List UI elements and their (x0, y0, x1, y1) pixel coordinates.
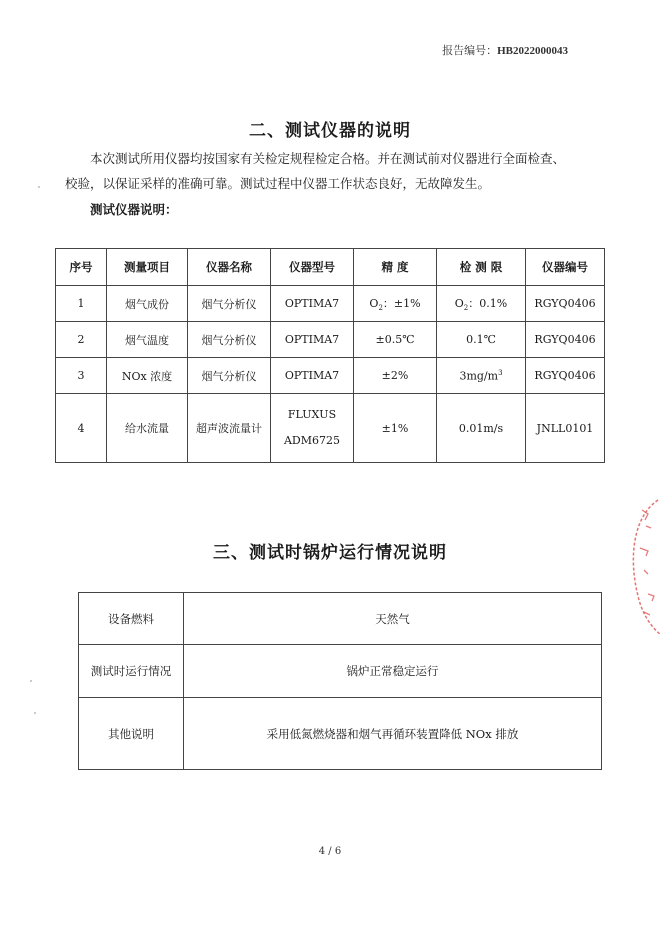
precision-prefix: O (369, 296, 379, 310)
header-item: 测量项目 (107, 249, 188, 286)
limit-prefix: 3mg/m (459, 369, 499, 383)
report-number-value: HB2022000043 (497, 45, 568, 57)
row-label: 测试时运行情况 (79, 645, 184, 698)
header-id: 仪器编号 (526, 249, 605, 286)
cell-id: RGYQ0406 (526, 322, 605, 358)
row-value: 锅炉正常稳定运行 (184, 645, 602, 698)
header-precision: 精 度 (354, 249, 437, 286)
limit-subscript: 2 (463, 304, 469, 313)
row-value: 采用低氮燃烧器和烟气再循环装置降低 NOx 排放 (184, 698, 602, 770)
scan-speck (30, 680, 32, 682)
cell-id: RGYQ0406 (526, 358, 605, 394)
row-label: 其他说明 (79, 698, 184, 770)
limit-prefix: O (454, 296, 464, 310)
table-row (56, 322, 605, 358)
header-no: 序号 (56, 249, 107, 286)
cell-precision (354, 286, 437, 322)
cell-limit (437, 358, 526, 394)
paragraph-line-1: 本次测试所用仪器均按国家有关检定规程检定合格。并在测试前对仪器进行全面检查、 (90, 151, 566, 166)
table-row (56, 358, 605, 394)
limit-suffix: ：0.1% (468, 296, 508, 310)
table-row (56, 286, 605, 322)
scan-speck (34, 712, 36, 714)
instrument-subheading: 测试仪器说明： (90, 202, 178, 217)
cell-name: 烟气分析仪 (188, 358, 271, 394)
precision-subscript: 2 (378, 304, 383, 313)
page-number: 4 / 6 (318, 846, 342, 857)
cell-item: 烟气温度 (107, 322, 188, 358)
model-line-1: FLUXUS (287, 408, 337, 421)
instrument-table (55, 248, 605, 463)
cell-id: RGYQ0406 (526, 286, 605, 322)
cell-model: OPTIMA7 (271, 358, 354, 394)
limit-superscript: 3 (498, 368, 503, 377)
table-row (79, 698, 602, 770)
row-label: 设备燃料 (79, 593, 184, 645)
cell-no: 4 (56, 394, 107, 463)
cell-name: 超声波流量计 (188, 394, 271, 463)
red-seal-stamp (624, 496, 660, 636)
cell-model: OPTIMA7 (271, 322, 354, 358)
cell-name: 烟气分析仪 (188, 286, 271, 322)
cell-model: OPTIMA7 (271, 286, 354, 322)
section-3-title: 三、测试时锅炉运行情况说明 (213, 543, 447, 563)
cell-id: JNLL0101 (526, 394, 605, 463)
header-name: 仪器名称 (188, 249, 271, 286)
cell-no: 3 (56, 358, 107, 394)
cell-limit: 0.01m/s (437, 394, 526, 463)
cell-precision: ±2% (354, 358, 437, 394)
cell-item: 给水流量 (107, 394, 188, 463)
cell-item: NOx 浓度 (107, 358, 188, 394)
cell-no: 2 (56, 322, 107, 358)
table-header-row (56, 249, 605, 286)
cell-limit: 0.1℃ (437, 322, 526, 358)
report-number (442, 42, 568, 58)
cell-item: 烟气成份 (107, 286, 188, 322)
row-value: 天然气 (184, 593, 602, 645)
model-line-2: ADM6725 (283, 434, 341, 447)
cell-model (271, 394, 354, 463)
section-2-title: 二、测试仪器的说明 (249, 121, 411, 141)
cell-no: 1 (56, 286, 107, 322)
cell-precision: ±1% (354, 394, 437, 463)
header-model: 仪器型号 (271, 249, 354, 286)
section-2-paragraph (65, 146, 605, 196)
table-row (79, 645, 602, 698)
cell-precision: ±0.5℃ (354, 322, 437, 358)
report-number-label: 报告编号： (442, 44, 498, 57)
scan-speck (38, 186, 40, 188)
header-limit: 检 测 限 (437, 249, 526, 286)
boiler-operation-table (78, 592, 602, 770)
table-row (79, 593, 602, 645)
cell-limit (437, 286, 526, 322)
precision-suffix: ：±1% (382, 296, 421, 310)
cell-name: 烟气分析仪 (188, 322, 271, 358)
table-row (56, 394, 605, 463)
paragraph-line-2: 校验，以保证采样的准确可靠。测试过程中仪器工作状态良好，无故障发生。 (65, 176, 491, 191)
